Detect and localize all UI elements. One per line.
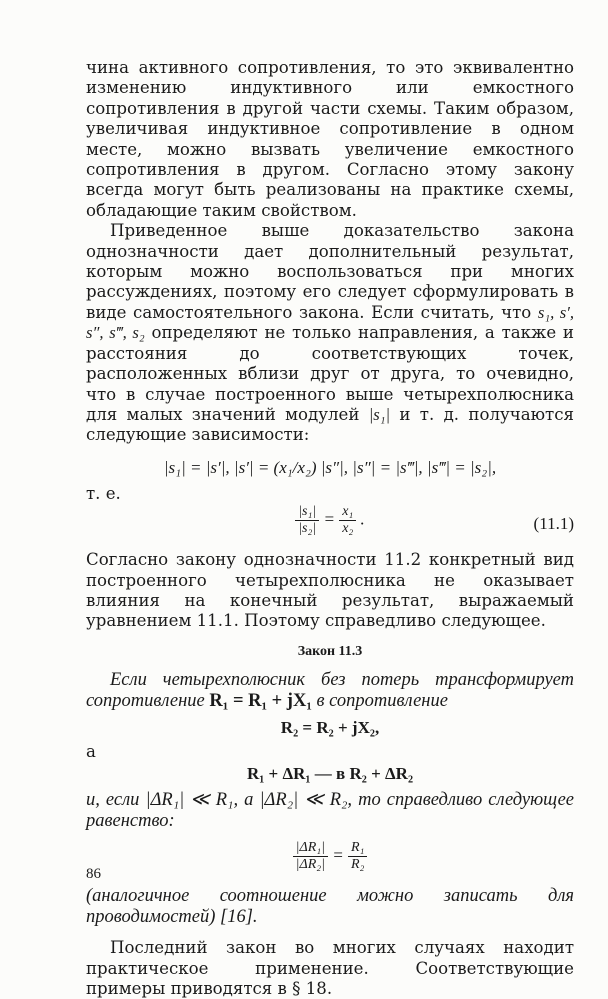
- law-R1-delta: R₁ + ΔR₁ — в R₂ + ΔR₂: [246, 764, 414, 784]
- law-statement-1: Если четырехполюсник без потерь трансформирует сопротивление R₁ = R₁ + jX₁ в сопротивление: [86, 669, 574, 711]
- equation-chain: |s₁| = |s′|, |s′| = (x₁/x₂) |s″|, |s″| = |s‴|, |s‴| = |s₂|,: [163, 457, 497, 477]
- equation-11-1: $\frac{\text{|s₁|}}{\text{|s₂|}}$ = $\frac{\text{x₁}}{\text{x₂}}$ . (11.1): [86, 504, 574, 544]
- paragraph-2-vars: s₁, s′, s″, s‴, s₂: [86, 302, 575, 343]
- law-equation: $\frac{\text{|ΔR₁|}}{\text{|ΔR₂|}}$ = $\frac{\text{R₁}}{\text{R₂}}$: [86, 840, 574, 880]
- paragraph-2-text-b: определяют не только направления, а также и расстояния до соответствующих точек, расположенных вблизи друг от друга, то очевидно, что в случае построенного выше четырехполюсника для малых значений модулей: [86, 323, 574, 424]
- paragraph-4: Последний закон во многих случаях находит практическое применение. Соответствующие примеры приводятся в § 18.: [86, 938, 574, 998]
- eq111-right-fraction: $\frac{\text{x₁}}{\text{x₂}}$: [339, 504, 356, 537]
- law-right-fraction: $\frac{\text{R₁}}{\text{R₂}}$: [348, 840, 367, 873]
- a-label: а: [86, 741, 96, 761]
- te-label: т. е.: [86, 483, 121, 503]
- paragraph-2-mod: |s₁|: [368, 404, 391, 424]
- law-R2: R₂ = R₂ + jX₂,: [280, 717, 380, 737]
- paragraph-2-text-a: Приведенное выше доказательство закона однозначности дает дополнительный результат, которым можно воспользоваться при многих рассуждениях, поэтому его следует сформулировать в виде самостоятельного закона. Если считать, что: [86, 221, 574, 322]
- paragraph-2-text-c: и т. д. получаются следующие зависимости:: [86, 404, 574, 445]
- page-body: [86, 58, 574, 999]
- equation-number: (11.1): [533, 514, 574, 534]
- paragraph-1: чина активного сопротивления, то это эквивалентно изменению индуктивного или емкостного сопротивления в другой части схемы. Таким образом, увеличивая индуктивное сопротивление в одном месте, можно вызвать увеличение емкостного сопротивления в другом. Согласно этому закону всегда могут быть реализованы на практике схемы, обладающие таким свойством.: [86, 58, 574, 220]
- law-left-fraction: $\frac{\text{|ΔR₁|}}{\text{|ΔR₂|}}$: [293, 840, 328, 873]
- page-number: 86: [86, 866, 101, 882]
- law-title: Закон 11.3: [297, 643, 363, 659]
- paragraph-3: Согласно закону однозначности 11.2 конкретный вид построенного четырехполюсника не оказывает влияния на конечный результат, выражаемый уравнением 11.1. Поэтому справедливо следующее.: [86, 550, 574, 631]
- paragraph-2: [86, 221, 574, 445]
- eq111-left-fraction: $\frac{\text{|s₁|}}{\text{|s₂|}}$: [295, 504, 319, 537]
- law-statement-2: и, если |ΔR₁| ≪ R₁, а |ΔR₂| ≪ R₂, то справедливо следующее равенство:: [86, 790, 574, 832]
- law-statement-3: (аналогичное соотношение можно записать для проводимостей) [16].: [86, 886, 574, 928]
